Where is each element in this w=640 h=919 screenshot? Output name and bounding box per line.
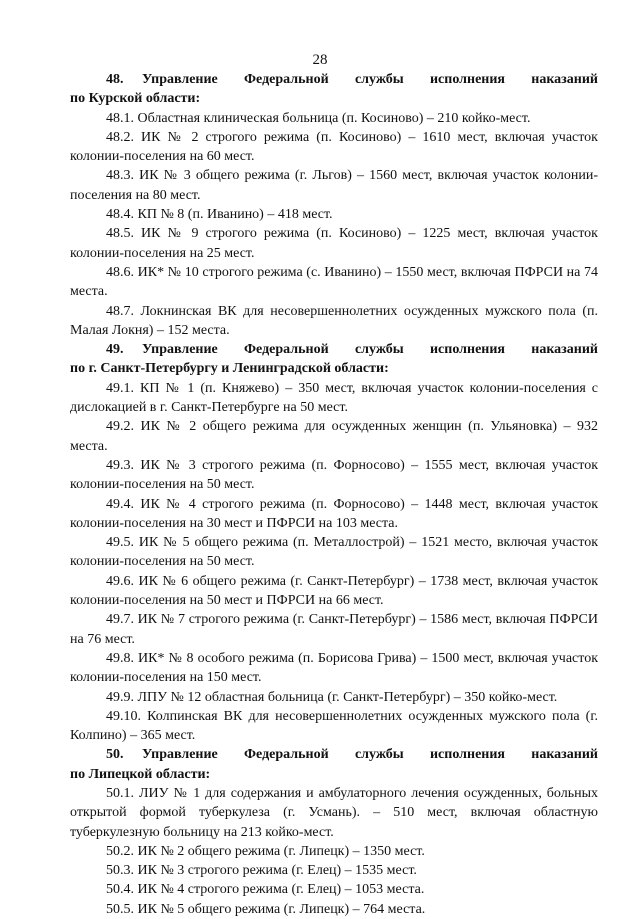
section-heading <box>70 70 598 89</box>
list-item: 49.7. ИК № 7 строгого режима (г. Санкт-Петербург) – 1586 мест, включая ПФРСИ на 76 мест. <box>70 612 598 647</box>
section-number: 48. <box>106 72 124 87</box>
list-item: 50.3. ИК № 3 строгого режима (г. Елец) – 1535 мест. <box>106 863 417 879</box>
list-item: 48.3. ИК № 3 общего режима (г. Льгов) – 1560 мест, включая участок колонии-поселения на 80 мест. <box>70 168 598 203</box>
list-item: 49.3. ИК № 3 строгого режима (п. Форносово) – 1555 мест, включая участок колонии-поселения на 50 мест. <box>70 457 598 493</box>
list-item: 49.4. ИК № 4 строгого режима (п. Форносово) – 1448 мест, включая участок колонии-поселения на 30 мест и ПФРСИ на 103 места. <box>70 496 598 531</box>
section-49 <box>70 340 598 745</box>
document-body <box>70 70 598 919</box>
page-number: 28 <box>312 52 328 68</box>
section-heading-line1: Управление Федеральной службы исполнения наказаний <box>142 72 598 87</box>
list-item: 48.1. Областная клиническая больница (п. Косиново) – 210 койко-мест. <box>106 110 531 126</box>
list-item: 50.5. ИК № 5 общего режима (г. Липецк) – 764 места. <box>106 901 426 917</box>
list-item: 48.6. ИК* № 10 строгого режима (с. Иванино) – 1550 мест, включая ПФРСИ на 74 места. <box>70 264 598 300</box>
list-item: 49.6. ИК № 6 общего режима (г. Санкт-Петербург) – 1738 мест, включая участок колонии-поселения на 50 мест и ПФРСИ на 66 мест. <box>70 573 598 609</box>
section-heading-line2: по Липецкой области: <box>70 766 211 782</box>
section-50 <box>70 745 598 919</box>
list-item: 49.8. ИК* № 8 особого режима (п. Борисова Грива) – 1500 мест, включая участок колонии-поселения на 150 мест. <box>70 650 598 686</box>
list-item: 50.2. ИК № 2 общего режима (г. Липецк) – 1350 мест. <box>106 843 425 859</box>
list-item: 48.2. ИК № 2 строгого режима (п. Косиново) – 1610 мест, включая участок колонии-поселения на 60 мест. <box>70 129 598 165</box>
section-heading <box>70 340 598 359</box>
list-item: 49.1. КП № 1 (п. Княжево) – 350 мест, включая участок колонии-поселения с дислокацией в г. Санкт-Петербурге на 50 мест. <box>70 380 598 416</box>
section-48 <box>70 70 598 340</box>
section-heading <box>70 745 598 764</box>
section-heading-line2: по Курской области: <box>70 91 201 107</box>
list-item: 48.5. ИК № 9 строгого режима (п. Косиново) – 1225 мест, включая участок колонии-поселения на 25 мест. <box>70 226 598 261</box>
section-heading-line1: Управление Федеральной службы исполнения наказаний <box>142 342 598 358</box>
section-number: 50. <box>106 747 124 763</box>
list-item: 49.5. ИК № 5 общего режима (п. Металлострой) – 1521 место, включая участок колонии-поселения на 50 мест. <box>70 535 598 570</box>
list-item: 50.4. ИК № 4 строгого режима (г. Елец) – 1053 места. <box>106 882 425 898</box>
list-item: 49.9. ЛПУ № 12 областная больница (г. Санкт-Петербург) – 350 койко-мест. <box>106 689 558 705</box>
list-item: 49.2. ИК № 2 общего режима для осужденных женщин (п. Ульяновка) – 932 места. <box>70 419 598 454</box>
section-heading-line1: Управление Федеральной службы исполнения наказаний <box>142 747 598 763</box>
list-item: 50.1. ЛИУ № 1 для содержания и амбулаторного лечения осужденных, больных открытой формой туберкулеза (г. Усмань). – 510 мест, включая областную туберкулезную больницу на 213 койко-мест. <box>70 785 598 840</box>
list-item: 48.4. КП № 8 (п. Иванино) – 418 мест. <box>106 207 333 223</box>
list-item: 49.10. Колпинская ВК для несовершеннолетних осужденных мужского пола (г. Колпино) – 365 мест. <box>70 708 598 744</box>
list-item: 48.7. Локнинская ВК для несовершеннолетних осужденных мужского пола (п. Малая Локня) – 152 места. <box>70 303 598 338</box>
section-heading-line2: по г. Санкт-Петербургу и Ленинградской области: <box>70 361 389 377</box>
section-number: 49. <box>106 342 124 358</box>
